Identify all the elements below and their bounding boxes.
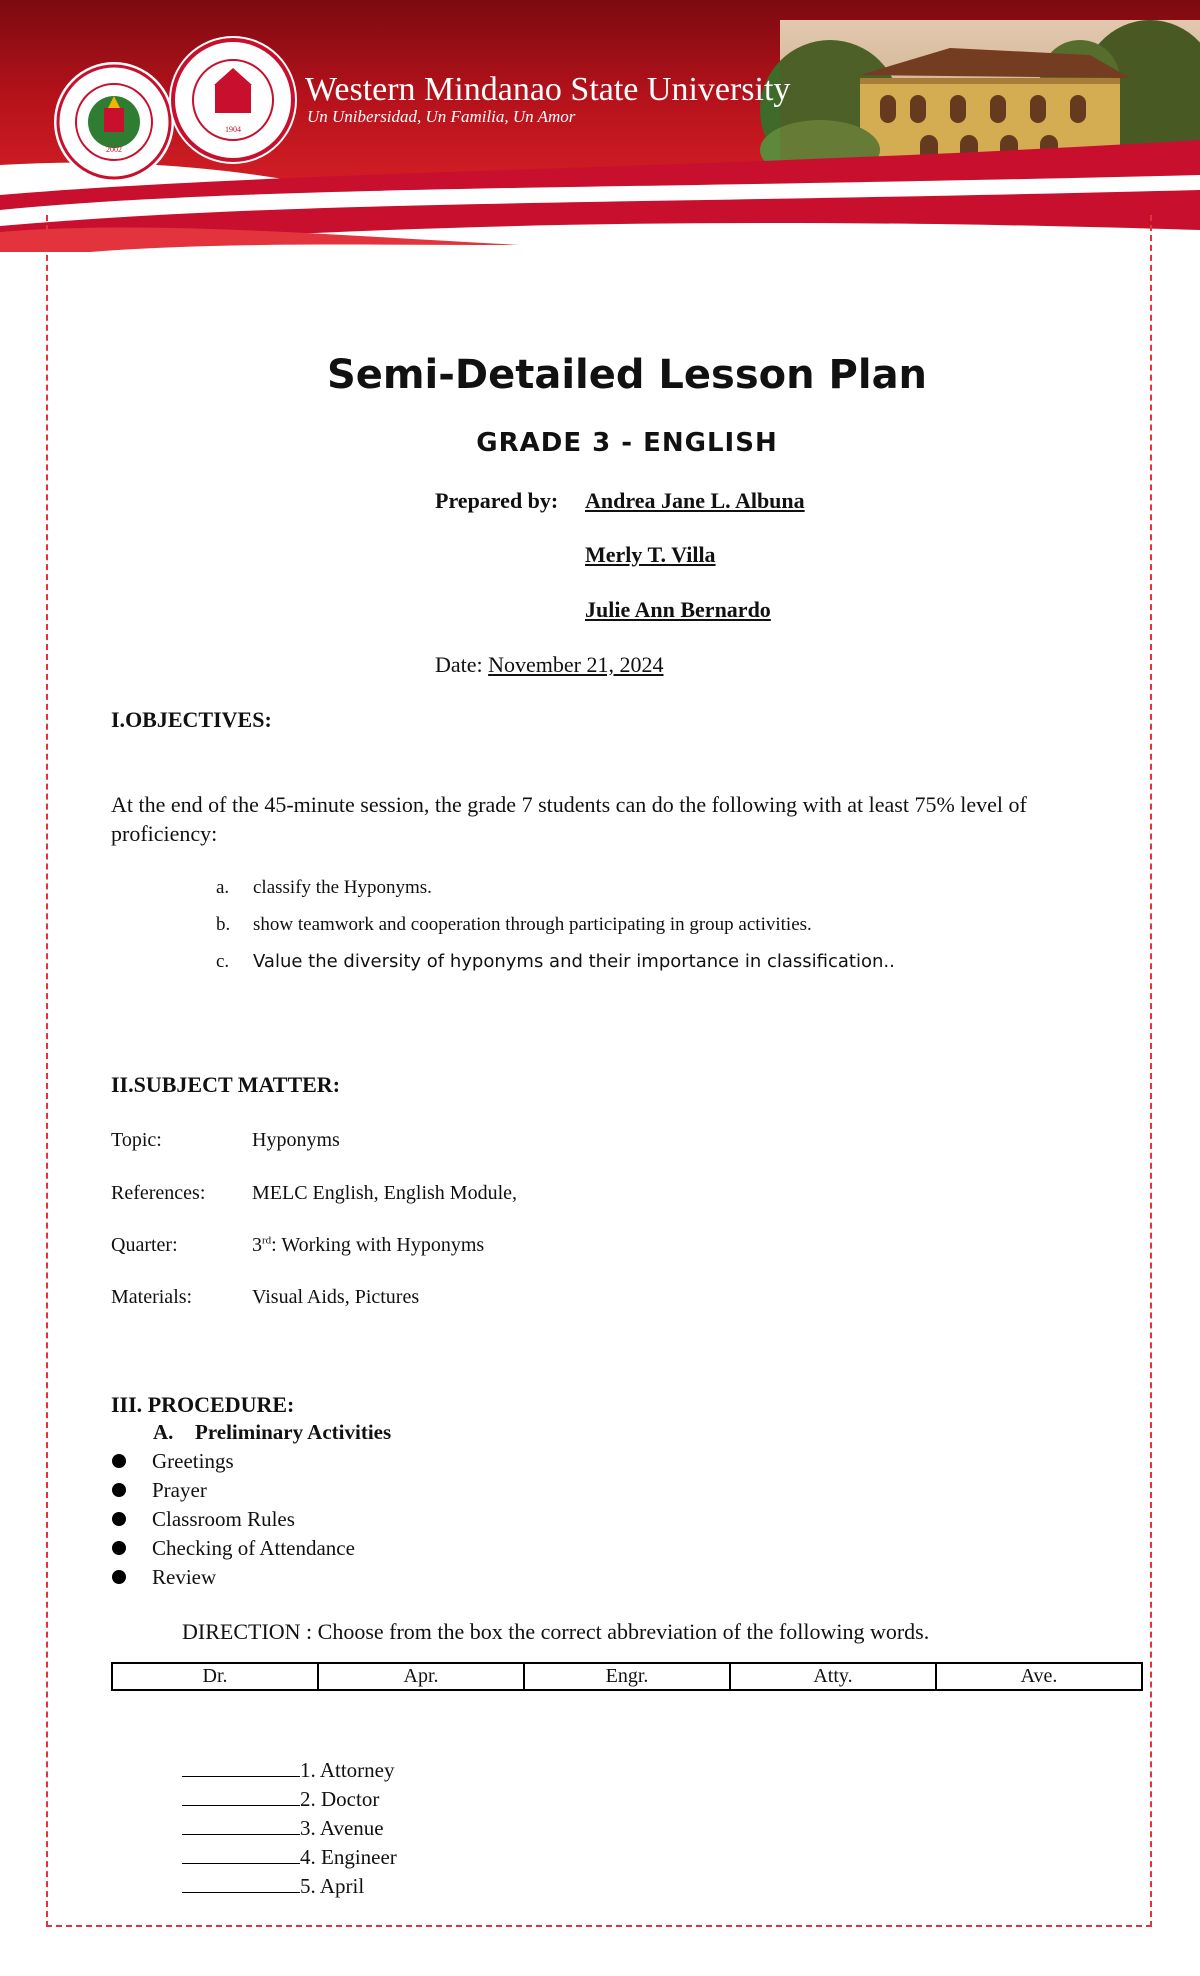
- list-item-text: Greetings: [152, 1449, 234, 1473]
- answer-blank[interactable]: [182, 1816, 300, 1835]
- university-motto: Un Unibersidad, Un Familia, Un Amor: [307, 107, 576, 126]
- grade-subject-subtitle: GRADE 3 - ENGLISH: [476, 428, 778, 458]
- sub-heading-text: Preliminary Activities: [195, 1420, 392, 1444]
- objective-text: Value the diversity of hyponyms and their importance in classification..: [253, 951, 895, 972]
- bullet-icon: [112, 1570, 126, 1584]
- procedure-heading: [111, 1392, 294, 1418]
- abbreviation-cell: Atty.: [730, 1663, 936, 1690]
- quarter-number: 3: [252, 1234, 262, 1256]
- exercise-item-text: 5. April: [300, 1874, 365, 1898]
- objective-item: [216, 877, 432, 899]
- list-item-text: Checking of Attendance: [152, 1536, 355, 1560]
- bullet-icon: [112, 1454, 126, 1468]
- bullet-icon: [112, 1541, 126, 1555]
- objective-text: show teamwork and cooperation through participating in group activities.: [253, 914, 812, 935]
- exercise-item: [182, 1874, 364, 1899]
- date-line: [435, 652, 664, 678]
- objective-letter: a.: [216, 877, 230, 898]
- bullet-icon: [112, 1512, 126, 1526]
- objective-letter: c.: [216, 951, 230, 972]
- exercise-item: [182, 1845, 397, 1870]
- list-item: [112, 1507, 295, 1532]
- subject-matter-heading-number: II.: [111, 1072, 134, 1097]
- objectives-heading-number: I.: [111, 707, 126, 732]
- preparer-name: Andrea Jane L. Albuna: [585, 488, 805, 513]
- exercise-item-text: 4. Engineer: [300, 1845, 397, 1869]
- objectives-heading-text: OBJECTIVES:: [125, 707, 272, 732]
- preparer-name: Merly T. Villa: [585, 542, 716, 567]
- quarter-topic: : Working with Hyponyms: [271, 1234, 485, 1256]
- integrated-laboratory-school-seal-icon: [54, 62, 174, 182]
- objectives-heading: [111, 707, 272, 733]
- wmsu-seal-icon: [169, 36, 297, 164]
- exercise-item-text: 1. Attorney: [300, 1758, 395, 1782]
- exercise-item: [182, 1787, 379, 1812]
- preliminary-activities-heading: [153, 1420, 391, 1445]
- exercise-item-text: 2. Doctor: [300, 1787, 380, 1811]
- direction-text: DIRECTION : Choose from the box the correct abbreviation of the following words.: [182, 1619, 930, 1644]
- objectives-intro: At the end of the 45-minute session, the grade 7 students can do the following with at least 75% level of proficiency:: [111, 792, 1027, 846]
- abbreviation-cell: Dr.: [112, 1663, 318, 1690]
- answer-blank[interactable]: [182, 1787, 300, 1806]
- exercise-item-text: 3. Avenue: [300, 1816, 384, 1840]
- left-seal-year: 2002: [106, 145, 122, 154]
- objective-item: [216, 951, 895, 973]
- procedure-heading-text: PROCEDURE:: [147, 1392, 295, 1417]
- list-item-text: Review: [152, 1565, 217, 1589]
- topic-value: Hyponyms: [252, 1129, 340, 1151]
- abbreviation-cell: Apr.: [318, 1663, 524, 1690]
- references-label: References:: [111, 1182, 206, 1204]
- exercise-item: [182, 1758, 395, 1783]
- objective-letter: b.: [216, 914, 231, 935]
- list-item: [112, 1449, 234, 1474]
- quarter-value: [252, 1234, 484, 1257]
- quarter-suffix: rd: [262, 1234, 272, 1247]
- materials-value: Visual Aids, Pictures: [252, 1286, 420, 1308]
- list-item-text: Classroom Rules: [152, 1507, 295, 1531]
- table-row: [112, 1663, 1142, 1690]
- sub-heading-letter: A.: [153, 1420, 174, 1444]
- university-name: Western Mindanao State University: [305, 71, 791, 108]
- list-item: [112, 1565, 216, 1590]
- references-value: MELC English, English Module,: [252, 1182, 517, 1204]
- procedure-heading-number: III.: [111, 1392, 143, 1417]
- list-item: [112, 1478, 207, 1503]
- date-label: Date:: [435, 652, 483, 677]
- subject-matter-heading: [111, 1072, 340, 1098]
- answer-blank[interactable]: [182, 1758, 300, 1777]
- answer-blank[interactable]: [182, 1874, 300, 1893]
- preparer-name: Julie Ann Bernardo: [585, 597, 771, 622]
- exercise-item: [182, 1816, 384, 1841]
- abbreviation-cell: Ave.: [936, 1663, 1142, 1690]
- materials-label: Materials:: [111, 1286, 193, 1308]
- list-item-text: Prayer: [152, 1478, 207, 1502]
- abbreviation-box: [111, 1662, 1143, 1691]
- objective-text: classify the Hyponyms.: [253, 877, 432, 898]
- right-seal-year: 1904: [225, 125, 241, 134]
- answer-blank[interactable]: [182, 1845, 300, 1864]
- prepared-by-label: Prepared by:: [435, 488, 559, 513]
- date-value: November 21, 2024: [488, 652, 664, 677]
- list-item: [112, 1536, 355, 1561]
- quarter-label: Quarter:: [111, 1234, 178, 1256]
- topic-label: Topic:: [111, 1129, 162, 1151]
- page-title: Semi-Detailed Lesson Plan: [326, 352, 928, 398]
- abbreviation-cell: Engr.: [524, 1663, 730, 1690]
- objective-item: [216, 914, 812, 936]
- subject-matter-heading-text: SUBJECT MATTER:: [133, 1072, 341, 1097]
- bullet-icon: [112, 1483, 126, 1497]
